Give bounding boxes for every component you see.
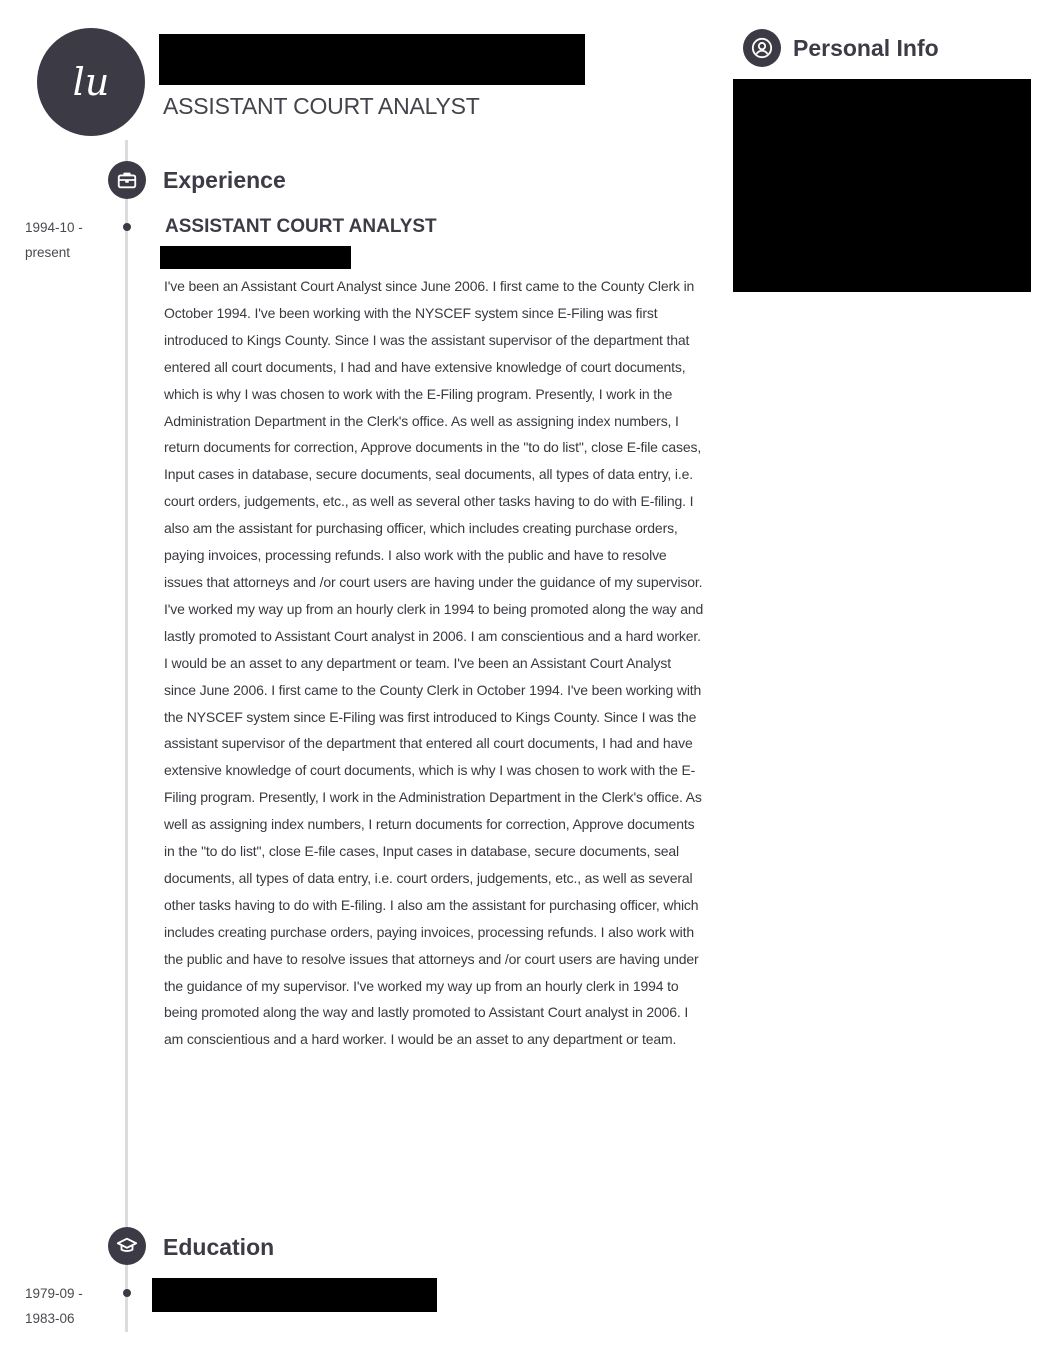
personal-info-title: Personal Info	[793, 35, 939, 61]
user-icon	[743, 29, 781, 67]
avatar	[37, 28, 145, 136]
education-date	[25, 1281, 115, 1331]
page-title: ASSISTANT COURT ANALYST	[163, 93, 480, 119]
redacted-employer	[160, 246, 351, 269]
redacted-school	[152, 1278, 437, 1312]
experience-description: I've been an Assistant Court Analyst since June 2006. I first came to the County Clerk in October 1994. I've been working with the NYSCEF system since E-Filing was first introduced to Kings County. Since I was the assistant supervisor of the department that entered all court documents, I had and have extensive knowledge of court documents, which is why I was chosen to work with the E-Filing program. Presently, I work in the Administration Department in the Clerk's office. As well as assigning index numbers, I return documents for correction, Approve documents in the "to do list", close E-file cases, Input cases in database, secure documents, seal documents, all types of data entry, i.e. court orders, judgements, etc., as well as several other tasks having to do with E-filing. I also am the assistant for purchasing officer, which includes creating purchase orders, paying invoices, processing refunds. I also work with the public and have to resolve issues that attorneys and /or court users are having under the guidance of my supervisor. I've worked my way up from an hourly clerk in 1994 to being promoted along the way and lastly promoted to Assistant Court analyst in 2006. I am conscientious and a hard worker. I would be an asset to any department or team. I've been an Assistant Court Analyst since June 2006. I first came to the County Clerk in October 1994. I've been working with the NYSCEF system since E-Filing was first introduced to Kings County. Since I was the assistant supervisor of the department that entered all court documents, I had and have extensive knowledge of court documents, which is why I was chosen to work with the E-Filing program. Presently, I work in the Administration Department in the Clerk's office. As well as assigning index numbers, I return documents for correction, Approve documents in the "to do list", close E-file cases, Input cases in database, secure documents, seal documents, all types of data entry, i.e. court orders, judgements, etc., as well as several other tasks having to do with E-filing. I also am the assistant for purchasing officer, which includes creating purchase orders, paying invoices, processing refunds. I also work with the public and have to resolve issues that attorneys and /or court users are having under the guidance of my supervisor. I've worked my way up from an hourly clerk in 1994 to being promoted along the way and lastly promoted to Assistant Court analyst in 2006. I am conscientious and a hard worker. I would be an asset to any department or team.	[164, 278, 704, 1048]
briefcase-icon	[108, 161, 146, 199]
redacted-name	[159, 34, 585, 85]
education-date-start: 1979-09 -	[25, 1286, 83, 1301]
timeline-dot	[123, 1289, 131, 1297]
experience-date	[25, 215, 115, 265]
experience-section-title: Experience	[163, 167, 286, 193]
education-section-title: Education	[163, 1234, 275, 1260]
experience-date-end: present	[25, 245, 71, 260]
experience-role: ASSISTANT COURT ANALYST	[165, 216, 437, 237]
redacted-personal-info	[733, 79, 1031, 292]
timeline-dot	[123, 223, 131, 231]
education-date-end: 1983-06	[25, 1311, 75, 1326]
experience-date-start: 1994-10 -	[25, 220, 83, 235]
timeline-line	[125, 140, 128, 1332]
graduation-cap-icon	[108, 1227, 146, 1265]
avatar-initials: lu	[72, 60, 110, 104]
